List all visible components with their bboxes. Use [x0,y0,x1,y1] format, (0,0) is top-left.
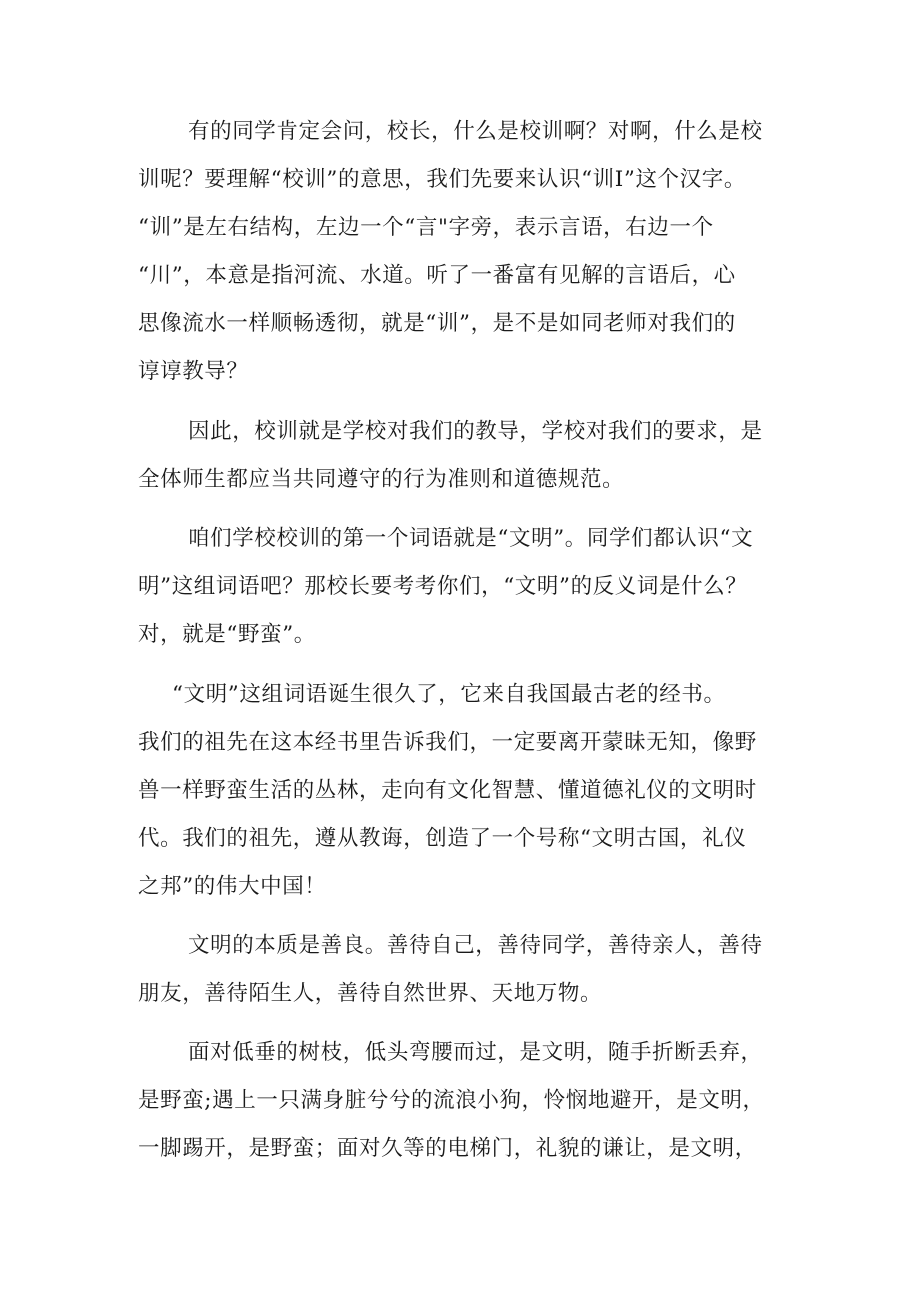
paragraph-5-line-1: 文明的本质是善良。善待自己，善待同学，善待亲人，善待 [188,933,763,958]
paragraph-6-line-2: 是野蛮;遇上一只满身脏兮兮的流浪小狗，怜悯地避开，是文明， [138,1088,765,1113]
paragraph-3-line-3: 对，就是“野蛮”。 [138,622,316,647]
paragraph-1-line-4: “川”，本意是指河流、水道。听了一番富有见解的言语后，心 [138,263,736,288]
paragraph-5-line-2: 朋友，善待陌生人，善待自然世界、天地万物。 [138,981,603,1006]
paragraph-4-line-5: 之邦”的伟大中国！ [138,874,327,899]
paragraph-2-line-2: 全体师生都应当共同遵守的行为准则和道德规范。 [138,467,625,492]
paragraph-1-line-2: 训呢？要理解“校训”的意思，我们先要来认识“训I”这个汉字。 [138,167,746,192]
paragraph-2-line-1: 因此，校训就是学校对我们的教导，学校对我们的要求，是 [188,419,763,444]
paragraph-6-line-3: 一脚踢开，是野蛮；面对久等的电梯门，礼貌的谦让，是文明， [138,1136,757,1161]
paragraph-1-line-5: 思像流水一样顺畅透彻，就是“训”，是不是如同老师对我们的 [138,311,736,336]
paragraph-3-line-2: 明”这组词语吧？那校长要考考你们，“文明”的反义词是什么？ [138,574,748,599]
paragraph-4-line-1: “文明”这组词语诞生很久了，它来自我国最古老的经书。 [172,682,726,707]
paragraph-6-line-1: 面对低垂的树枝，低头弯腰而过，是文明，随手折断丢弃， [188,1040,763,1065]
paragraph-4-line-4: 代。我们的祖先，遵从教诲，创造了一个号称“文明古国，礼仪 [138,826,747,851]
paragraph-1-line-6: 谆谆教导？ [138,359,249,384]
paragraph-4-line-3: 兽一样野蛮生活的丛林，走向有文化智慧、懂道德礼仪的文明时 [138,778,757,803]
paragraph-4-line-2: 我们的祖先在这本经书里告诉我们，一定要离开蒙昧无知，像野 [138,730,757,755]
paragraph-1-line-3: “训”是左右结构，左边一个“言"字旁，表示言语，右边一个 [138,215,714,240]
paragraph-1-line-1: 有的同学肯定会问，校长，什么是校训啊？对啊，什么是校 [188,119,763,144]
paragraph-3-line-1: 咱们学校校训的第一个词语就是“文明”。同学们都认识“文 [188,526,754,551]
